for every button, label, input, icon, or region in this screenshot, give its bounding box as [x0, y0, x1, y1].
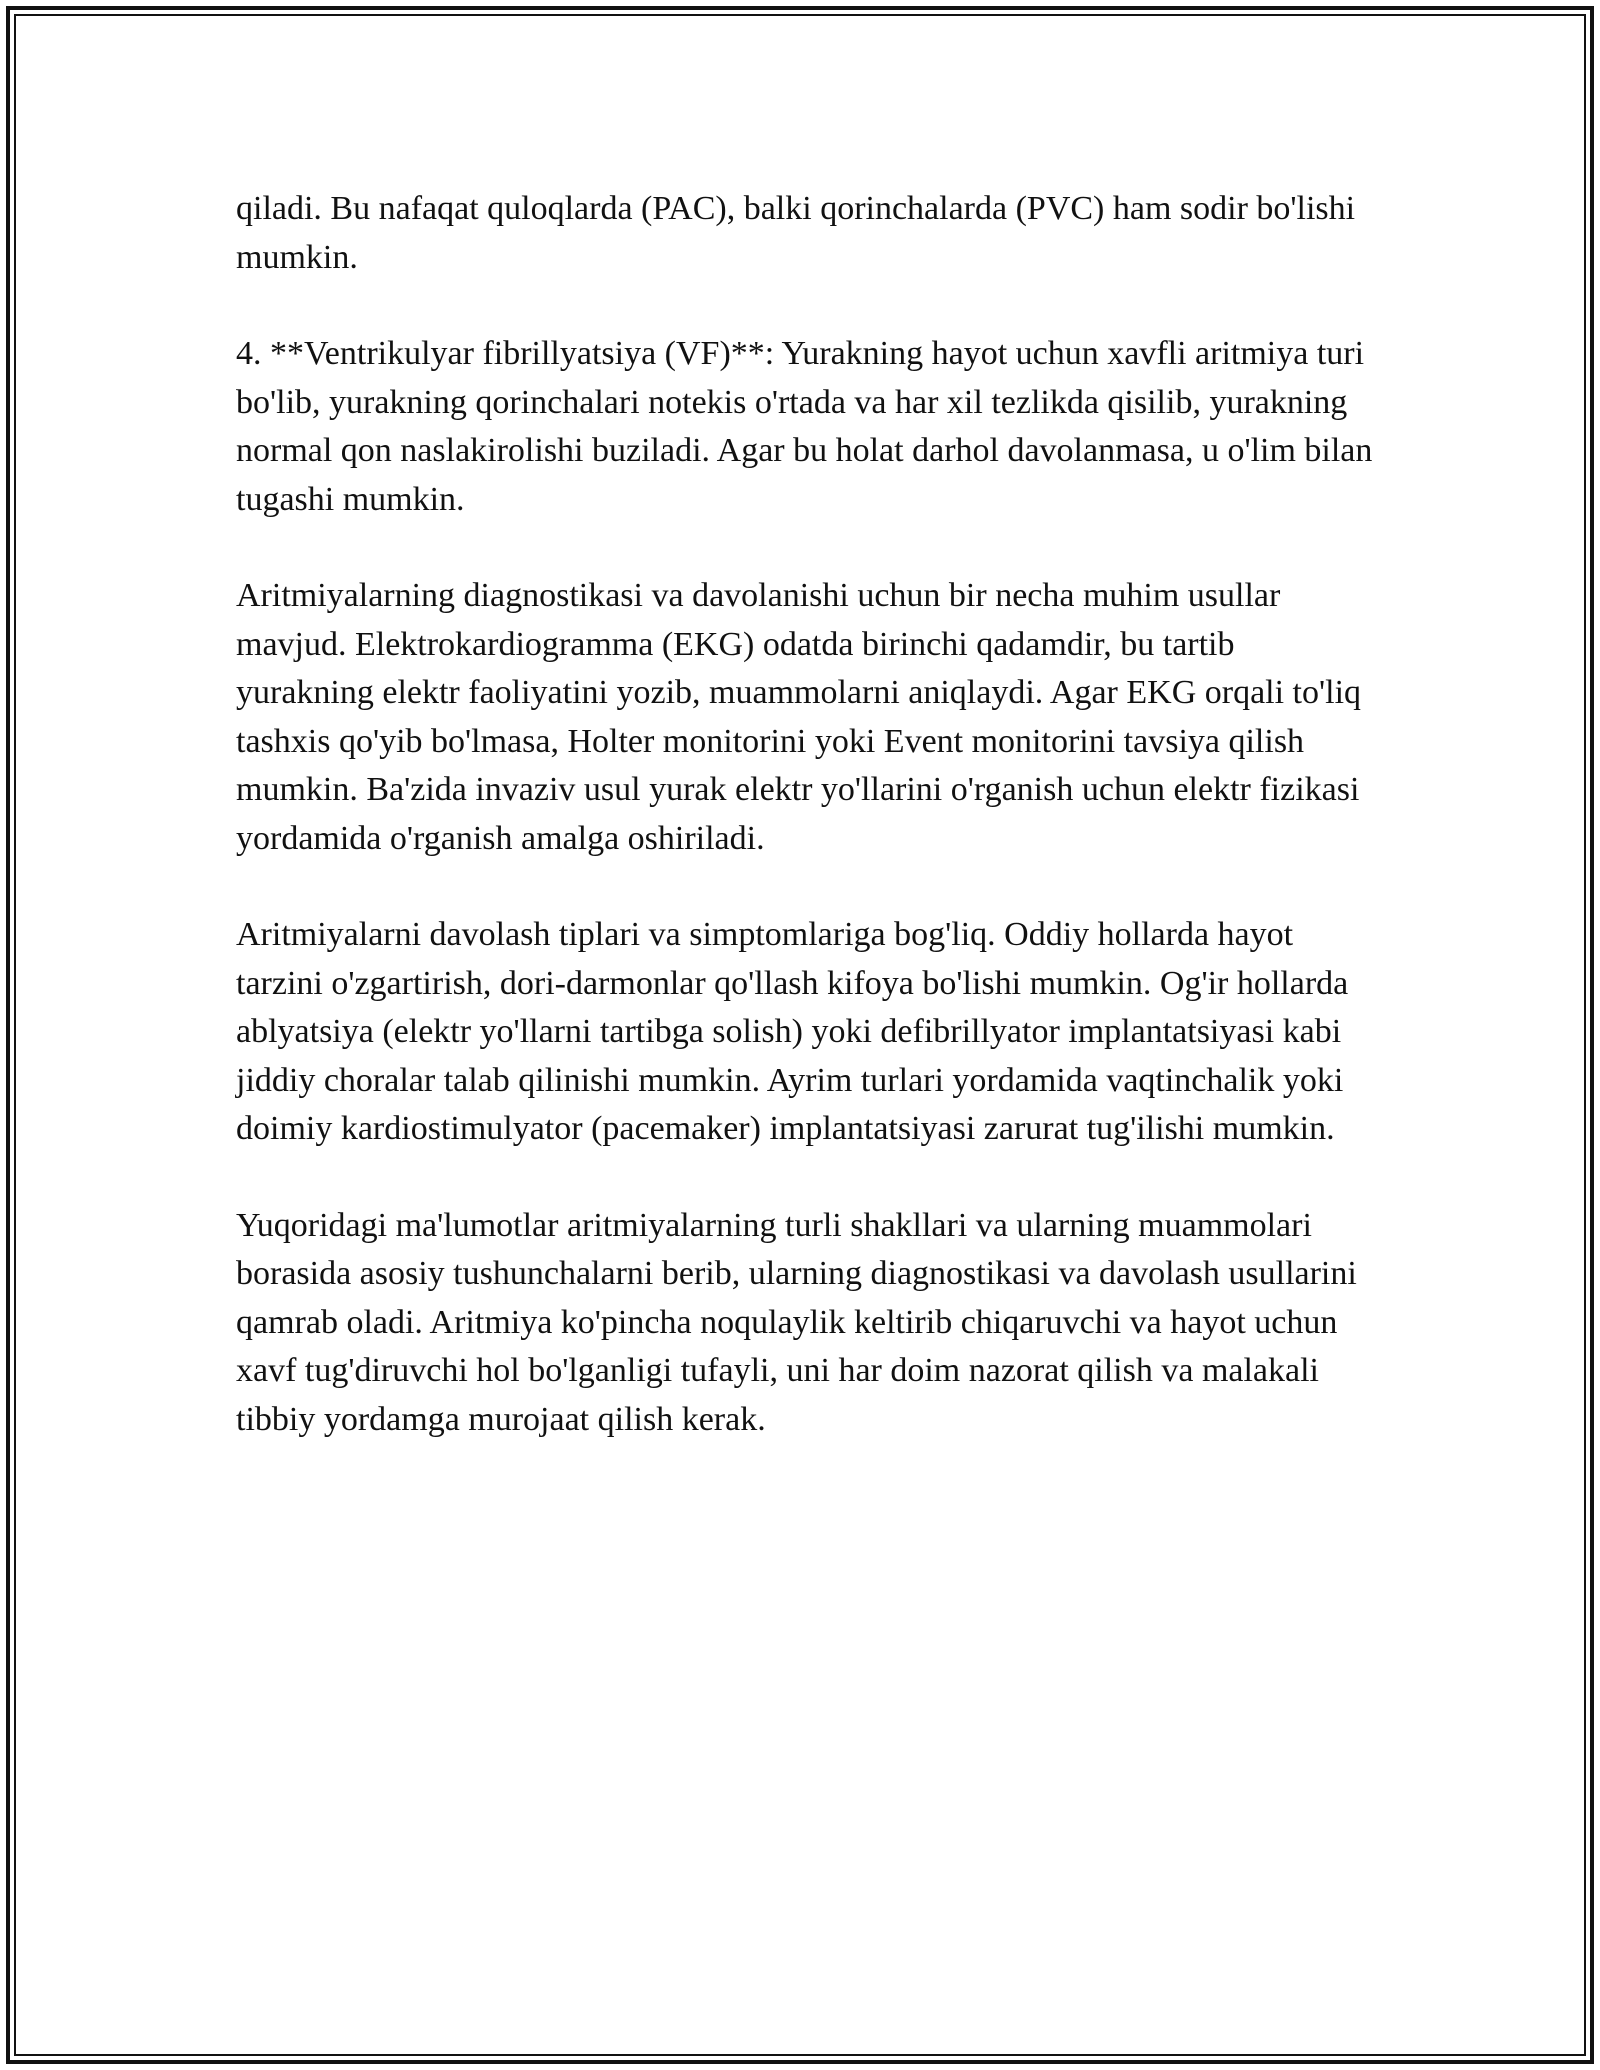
paragraph-conclusion: Yuqoridagi ma'lumotlar aritmiyalarning turli shakllari va ularning muammolari borasida asosiy tushunchalarni berib, ularning diagnostikasi va davolash usullarini qamrab oladi. Aritmiya ko'pincha noqulaylik keltirib chiqaruvchi va hayot uchun xavf tug'diruvchi hol bo'lganligi tufayli, uni har doim nazorat qilish va malakali tibbiy yordamga murojaat qilish kerak. — [236, 1206, 1357, 1438]
paragraph-diagnostics: Aritmiyalarning diagnostikasi va davolanishi uchun bir necha muhim usullar mavjud. Elektrokardiogramma (EKG) odatda birinchi qadamdir, bu tartib yurakning elektr faoliyatini yozib, muammolarni aniqlaydi. Agar EKG orqali to'liq tashxis qo'yib bo'lmasa, Holter monitorini yoki Event monitorini tavsiya qilish mumkin. Ba'zida invaziv usul yurak elektr yo'llarini o'rganish uchun elektr fizikasi yordamida o'rganish amalga oshiriladi. — [236, 577, 1362, 857]
paragraph-continuation: qiladi. Bu nafaqat quloqlarda (PAC), balki qorinchalarda (PVC) ham sodir bo'lishi mumkin. — [236, 190, 1356, 276]
paragraph-treatment: Aritmiyalarni davolash tiplari va simptomlariga bog'liq. Oddiy hollarda hayot tarzini o'zgartirish, dori-darmonlar qo'llash kifoya bo'lishi mumkin. Og'ir hollarda ablyatsiya (elektr yo'llarni tartibga solish) yoki defibrillyator implantatsiyasi kabi jiddiy choralar talab qilinishi mumkin. Ayrim turlari yordamida vaqtinchalik yoki doimiy kardiostimulyator (pacemaker) implantatsiyasi zarurat tug'ilishi mumkin. — [236, 916, 1349, 1147]
document-body — [236, 185, 1376, 1492]
paragraph-ventricular-fibrillation: 4. **Ventrikulyar fibrillyatsiya (VF)**: Yurakning hayot uchun xavfli aritmiya turi bo'lib, yurakning qorinchalari notekis o'rtada va har xil tezlikda qisilib, yurakning normal qon naslakirolishi buziladi. Agar bu holat darhol davolanmasa, u o'lim bilan tugashi mumkin. — [236, 335, 1373, 518]
